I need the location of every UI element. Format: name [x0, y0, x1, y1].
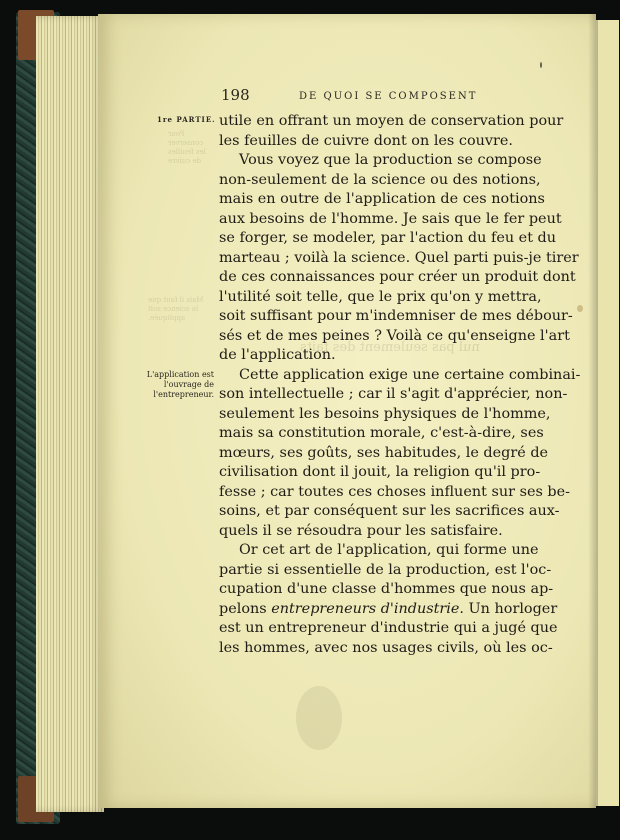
text-line: de ces connaissances pour créer un produit dont	[219, 269, 576, 285]
text-line: civilisation dont il jouit, la religion qu'il pro-	[219, 464, 541, 480]
text-line: fesse ; car toutes ces choses influent sur ses be-	[219, 483, 571, 500]
text-line: Vous voyez que la production se compose	[239, 152, 542, 168]
page-number: 198	[221, 86, 250, 104]
text-line: marteau ; voilà la science. Quel parti puis-je tirer	[219, 249, 579, 266]
text-line: quels il se résoudra pour les satisfaire.	[219, 522, 503, 539]
page-edges	[36, 16, 104, 812]
text-line: soit suffisant pour m'indemniser de mes débour-	[219, 308, 573, 324]
text-line: de l'application.	[219, 347, 336, 363]
text-line: soins, et par conséquent sur les sacrifices aux-	[219, 503, 560, 519]
paper-stain	[296, 686, 342, 750]
show-through-text: nul pas seulement des faits	[300, 340, 480, 355]
text-line: les feuilles de cuivre dont on les couvre.	[219, 132, 513, 149]
margin-part-label: 1re PARTIE.	[157, 115, 216, 124]
running-head: DE QUOI SE COMPOSENT	[299, 91, 478, 102]
page-header	[221, 86, 531, 107]
text-line: cupation d'une classe d'hommes que nous ap-	[219, 581, 554, 597]
text-line: seulement les besoins physiques de l'homme,	[219, 405, 551, 422]
gutter-shadow	[588, 14, 598, 808]
text-line: mœurs, ses goûts, ses habitudes, le degré de	[219, 444, 549, 461]
text-line: sés et de mes peines ? Voilà ce qu'enseigne l'art	[219, 327, 570, 344]
text-line: mais sa constitution morale, c'est-à-dire, ses	[219, 425, 544, 441]
text-line: est un entrepreneur d'industrie qui a jugé que	[219, 620, 558, 636]
text-line: Cette application exige une certaine combinai-	[239, 366, 581, 383]
text-line: aux besoins de l'homme. Je sais que le fer peut	[219, 210, 562, 227]
text-line: mais en outre de l'application de ces notions	[219, 191, 545, 207]
show-through-text: Mais il faut que la science soit appliquée.	[148, 296, 204, 322]
text-run: pelons	[219, 600, 267, 617]
text-line: Or cet art de l'application, qui forme une	[239, 542, 539, 558]
page-mark	[540, 62, 542, 68]
text-run: . Un horloger	[459, 600, 558, 617]
text-line: son intellectuelle ; car il s'agit d'apprécier, non-	[219, 386, 568, 402]
paper-foxing-spot	[577, 305, 583, 312]
italic-term: entrepreneurs d'industrie	[271, 600, 460, 617]
margin-note: L'application est l'ouvrage de l'entrepreneur.	[146, 370, 214, 399]
text-line: l'utilité soit telle, que le prix qu'on y mettra,	[219, 288, 542, 305]
text-line: se forger, se modeler, par l'action du feu et du	[219, 230, 557, 246]
body-text	[219, 112, 581, 658]
text-line: non-seulement de la science ou des notions,	[219, 171, 541, 188]
text-line: utile en offrant un moyen de conservation pour	[219, 113, 564, 129]
text-line	[219, 600, 558, 620]
text-line: les hommes, avec nos usages civils, où les oc-	[219, 639, 553, 656]
show-through-text: Pour conserver les feuilles de cuivre	[168, 130, 206, 165]
text-line: partie si essentielle de la production, est l'oc-	[219, 561, 552, 578]
